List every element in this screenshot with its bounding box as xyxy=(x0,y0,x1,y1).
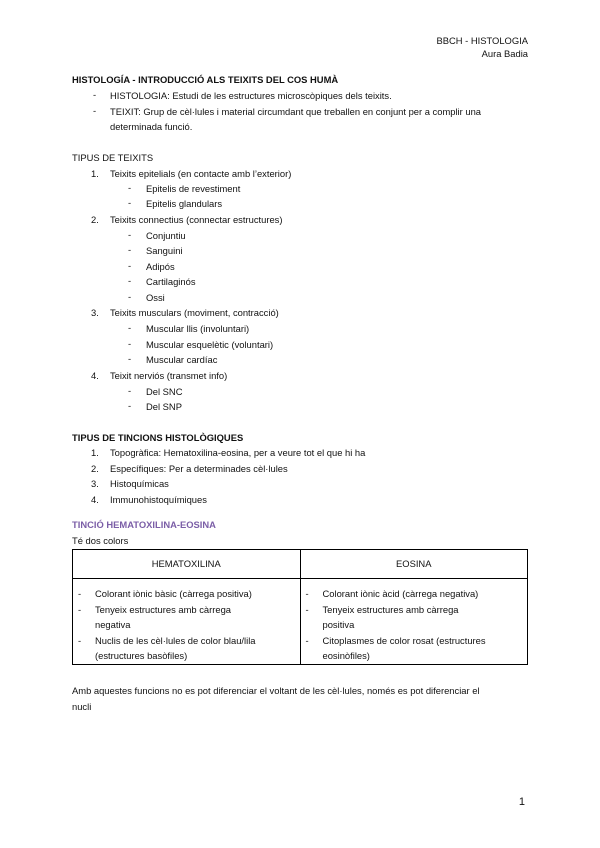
intro-bullet-2: TEIXIT: Grup de cèl·lules i material circumdant que treballen en conjunt per a complir una xyxy=(110,106,482,117)
tincio-item: Immunohistoquímiques xyxy=(110,494,207,505)
table-item xyxy=(301,633,528,649)
list-number: 3. xyxy=(91,478,99,489)
bullet-dash: - xyxy=(305,634,309,646)
table-item-cont xyxy=(301,617,528,633)
tincio-item: Topogràfica: Hematoxilina-eosina, per a veure tot el que hi ha xyxy=(110,447,366,458)
table-item-text: Tenyeix estructures amb càrrega xyxy=(322,603,459,615)
bullet-dash: - xyxy=(128,291,132,302)
header-author: Aura Badia xyxy=(481,48,528,59)
table-item-cont xyxy=(301,648,528,664)
table-item xyxy=(73,586,300,602)
table-item-text: Nuclis de les cèl·lules de color blau/lila xyxy=(95,634,256,646)
stain-comparison-table xyxy=(72,549,528,665)
he-section-subtitle: Té dos colors xyxy=(72,535,129,546)
tincio-item: Histoquímicas xyxy=(110,478,169,489)
list-number: 1. xyxy=(91,447,99,458)
sub-item: Epitelis de revestiment xyxy=(146,183,241,194)
bullet-dash: - xyxy=(128,260,132,271)
sub-item: Cartilaginós xyxy=(146,276,196,287)
bullet-dash: - xyxy=(128,182,132,193)
table-item-text: eosinòfiles) xyxy=(322,650,370,661)
table-item-cont xyxy=(73,617,300,633)
sub-item: Sanguini xyxy=(146,245,183,256)
list-number: 2. xyxy=(91,463,99,474)
table-header-hematoxilina: HEMATOXILINA xyxy=(73,550,301,579)
table-item-cont xyxy=(73,648,300,664)
bullet-dash: - xyxy=(93,105,97,116)
bullet-dash: - xyxy=(128,244,132,255)
sub-item: Muscular esquelètic (voluntari) xyxy=(146,339,274,350)
list-number: 4. xyxy=(91,494,99,505)
sub-item: Muscular cardíac xyxy=(146,354,218,365)
list-number: 3. xyxy=(91,307,99,318)
teixit-muscular: Teixits musculars (moviment, contracció) xyxy=(110,307,279,318)
sub-item: Del SNC xyxy=(146,386,183,397)
table-item-text: positiva xyxy=(322,619,355,630)
tincions-title: TIPUS DE TINCIONS HISTOLÒGIQUES xyxy=(72,432,244,443)
footer-paragraph-line-1: Amb aquestes funcions no es pot diferenciar el voltant de les cèl·lules, només es pot diferenciar el xyxy=(72,685,480,696)
table-header-eosina: EOSINA xyxy=(300,550,528,579)
sub-item: Conjuntiu xyxy=(146,230,186,241)
teixit-connectiu: Teixits connectius (connectar estructures) xyxy=(110,214,283,225)
teixit-epitelial: Teixits epitelials (en contacte amb l’exterior) xyxy=(110,168,292,179)
hematoxilina-cell xyxy=(73,579,301,665)
bullet-dash: - xyxy=(128,275,132,286)
table-item xyxy=(73,602,300,618)
sub-item: Muscular llis (involuntari) xyxy=(146,323,250,334)
he-section-title: TINCIÓ HEMATOXILINA-EOSINA xyxy=(72,519,216,530)
table-item xyxy=(73,633,300,649)
bullet-dash: - xyxy=(78,634,82,646)
bullet-dash: - xyxy=(93,89,97,100)
intro-bullet-1: HISTOLOGIA: Estudi de les estructures microscòpiques dels teixits. xyxy=(110,90,392,101)
bullet-dash: - xyxy=(128,400,132,411)
list-number: 1. xyxy=(91,168,99,179)
table-item-text: Tenyeix estructures amb càrrega xyxy=(95,603,231,615)
bullet-dash: - xyxy=(305,588,309,599)
list-number: 4. xyxy=(91,370,99,381)
sub-item: Del SNP xyxy=(146,401,182,412)
bullet-dash: - xyxy=(128,197,132,208)
header-course: BBCH - HISTOLOGIA xyxy=(436,35,528,46)
teixit-nervios: Teixit nerviós (transmet info) xyxy=(110,370,228,381)
bullet-dash: - xyxy=(78,603,82,615)
table-item-text: Colorant iònic bàsic (càrrega positiva) xyxy=(95,588,252,599)
table-item xyxy=(301,602,528,618)
eosina-cell xyxy=(300,579,528,665)
bullet-dash: - xyxy=(305,603,309,615)
table-item-text: Colorant iònic àcid (càrrega negativa) xyxy=(322,588,479,599)
bullet-dash: - xyxy=(128,229,132,240)
bullet-dash: - xyxy=(128,385,132,396)
bullet-dash: - xyxy=(128,322,132,333)
bullet-dash: - xyxy=(128,353,132,364)
page-number: 1 xyxy=(518,796,525,808)
table-item-text: (estructures basòfiles) xyxy=(95,650,188,661)
footer-paragraph-line-2: nucli xyxy=(72,701,92,712)
tipus-teixits-title: TIPUS DE TEIXITS xyxy=(72,152,154,163)
bullet-dash: - xyxy=(78,588,82,599)
sub-item: Ossi xyxy=(146,292,165,303)
sub-item: Adipós xyxy=(146,261,175,272)
sub-item: Epitelis glandulars xyxy=(146,198,223,209)
list-number: 2. xyxy=(91,214,99,225)
table-item xyxy=(301,586,528,602)
bullet-dash: - xyxy=(128,338,132,349)
table-item-text: negativa xyxy=(95,619,131,630)
intro-title: HISTOLOGÍA - INTRODUCCIÓ ALS TEIXITS DEL COS HUMÀ xyxy=(72,74,339,85)
table-item-text: Citoplasmes de color rosat (estructures xyxy=(322,634,486,646)
intro-bullet-2-cont: determinada funció. xyxy=(110,121,193,132)
tincio-item: Específiques: Per a determinades cèl·lules xyxy=(110,463,288,474)
